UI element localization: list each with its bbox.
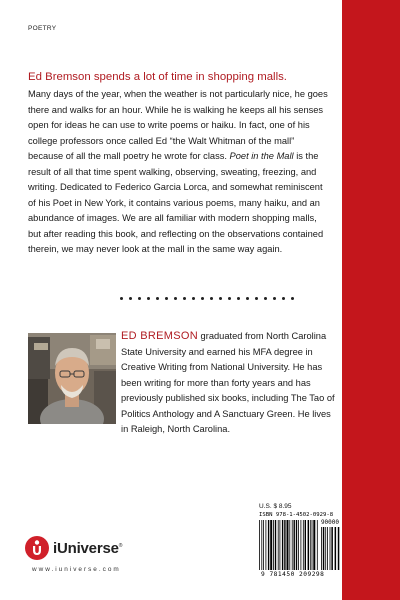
publisher-name: iUniverse [53,539,119,557]
ean-digits: 9 781450 209298 [261,571,325,578]
author-name: ED BREMSON [121,330,198,342]
publisher-wordmark [53,540,122,557]
isbn-barcode [255,511,341,581]
book-title: Poet in the Mall [229,151,294,161]
synopsis-part-1: Many days of the year, when the weather is not particularly nice, he goes there and walks for an hour. While he is walking he keeps all his senses open for ideas he can use to write poems or haiku. In fact, one of his college professors once called Ed “the Walt Whitman of the mall” because of all the mall poetry he wrote for class. [28,89,328,161]
price-label: U.S. $ 8.95 [259,503,292,510]
publisher-url: www.iuniverse.com [32,566,121,573]
author-bio [121,329,336,438]
section-divider-dots [120,297,294,300]
iuniverse-logo-icon [24,535,50,561]
author-photo [28,333,116,424]
synopsis-lead: Ed Bremson spends a lot of time in shopping malls. [28,71,287,83]
price-addon-code: 90000 [320,519,339,526]
synopsis-text [28,87,328,258]
trademark-symbol: ® [118,542,123,549]
category-label: POETRY [28,25,57,32]
publisher-logo [24,535,122,561]
isbn-label: ISBN 978-1-4502-0929-8 [259,512,334,518]
author-bio-text: graduated from North Carolina State University and earned his MFA degree in Creative Writing from National University. He has been writing for more than forty years and has previously published six books, including The Tao of Politics Anthology and A Sanctuary Green. He lives in Raleigh, North Carolina. [121,331,335,434]
red-spine-band [342,0,400,600]
synopsis-part-2: is the result of all that time spent walking, observing, sweating, freezing, and writing. Dedicated to Federico Garcia Lorca, and somewhat reminiscent of his Poet in New York, it contains various poems, many haiku, and an abundance of images. We are all familiar with modern shopping malls, but after reading this book, and reflecting on the observations contained therein, we may never look at the mall in the same way again. [28,151,324,254]
